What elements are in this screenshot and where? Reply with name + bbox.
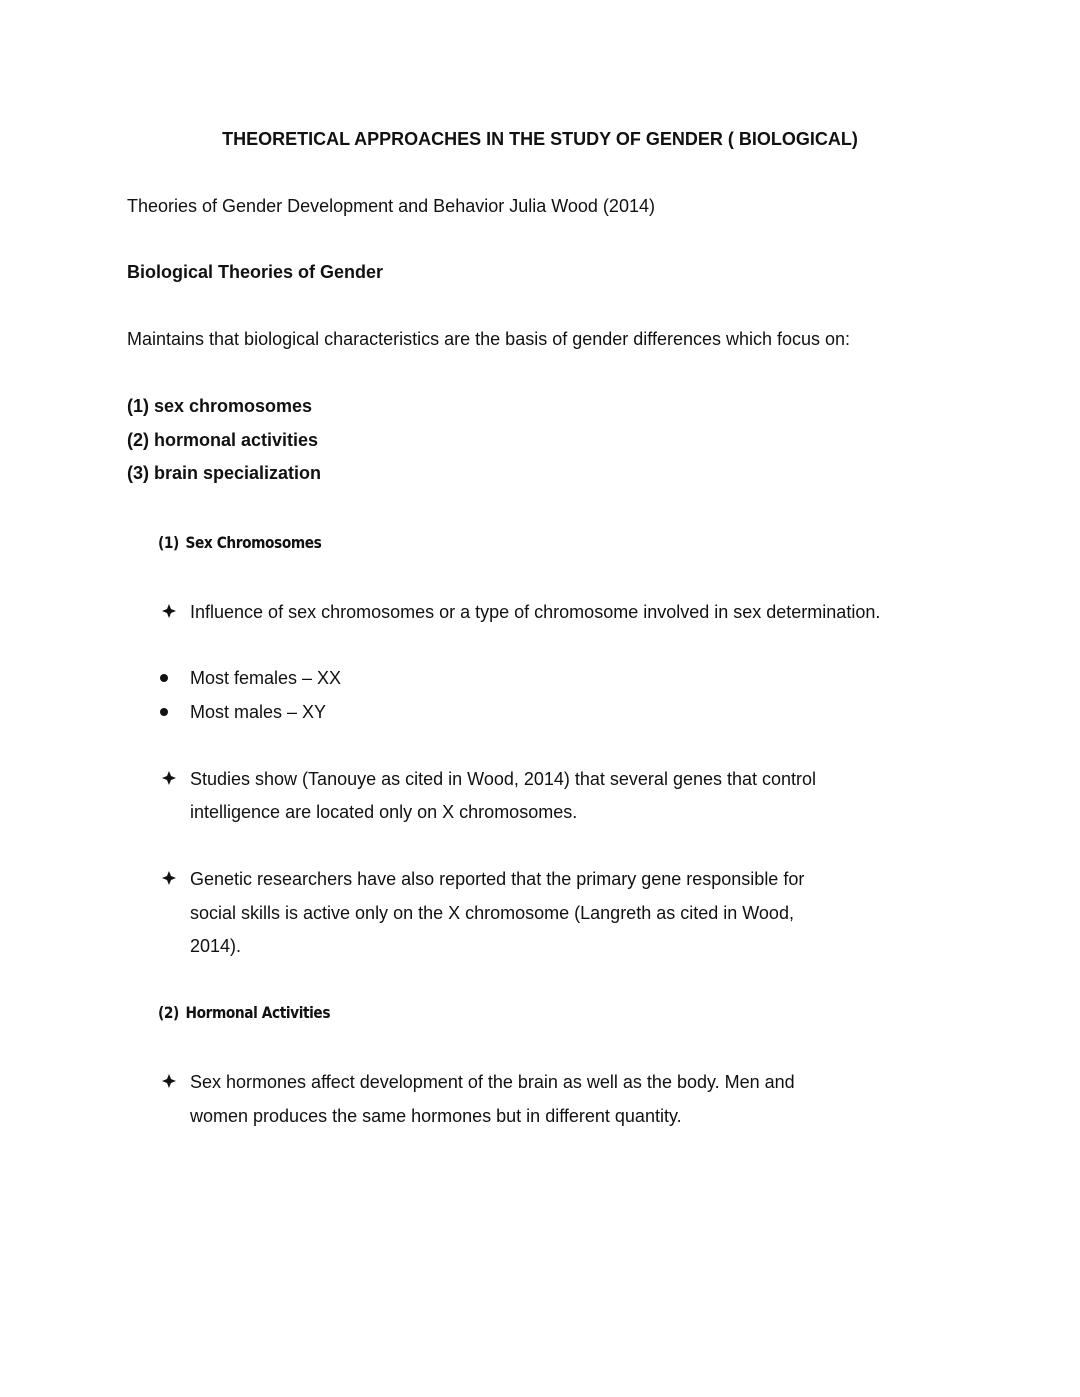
sex-chromosomes-point-2-line-2: intelligence are located only on X chromosomes. [190, 802, 578, 822]
bullet-dot-icon [160, 708, 168, 716]
subsection-title: Hormonal Activities [185, 1003, 331, 1022]
sex-chromosomes-point-3-line-2: social skills is active only on the X chromosome (Langreth as cited in Wood, [190, 903, 794, 923]
subsection-number: (2) [158, 1003, 179, 1022]
source-line: Theories of Gender Development and Behavior Julia Wood (2014) [127, 196, 655, 216]
subsection-number: (1) [158, 533, 179, 552]
focus-item-brain-specialization: (3) brain specialization [127, 463, 322, 483]
diamond-bullet-icon [162, 1074, 176, 1088]
subsection-heading-hormonal-activities [158, 1001, 330, 1025]
diamond-bullet-icon [162, 871, 176, 885]
list-item-males: Most males – XY [190, 702, 327, 722]
subsection-title: Sex Chromosomes [185, 533, 322, 552]
focus-item-hormonal-activities: (2) hormonal activities [127, 430, 319, 450]
sex-chromosomes-point-2-line-1: Studies show (Tanouye as cited in Wood, 2014) that several genes that control [190, 769, 817, 789]
sex-chromosomes-point-3-line-1: Genetic researchers have also reported that the primary gene responsible for [190, 869, 805, 889]
intro-paragraph: Maintains that biological characteristics are the basis of gender differences which focus on: [127, 329, 851, 349]
hormonal-activities-point-1-line-1: Sex hormones affect development of the brain as well as the body. Men and [190, 1072, 795, 1092]
list-item-females: Most females – XX [190, 668, 342, 688]
sex-chromosomes-point-3-line-3: 2014). [190, 936, 242, 956]
diamond-bullet-icon [162, 604, 176, 618]
focus-item-sex-chromosomes: (1) sex chromosomes [127, 396, 313, 416]
page-title: THEORETICAL APPROACHES IN THE STUDY OF GENDER ( BIOLOGICAL) [222, 129, 858, 149]
bullet-dot-icon [160, 674, 168, 682]
section-heading: Biological Theories of Gender [127, 262, 384, 282]
subsection-heading-sex-chromosomes [158, 531, 321, 555]
diamond-bullet-icon [162, 771, 176, 785]
sex-chromosomes-point-1: Influence of sex chromosomes or a type of chromosome involved in sex determination. [190, 602, 881, 622]
hormonal-activities-point-1-line-2: women produces the same hormones but in different quantity. [190, 1106, 682, 1126]
